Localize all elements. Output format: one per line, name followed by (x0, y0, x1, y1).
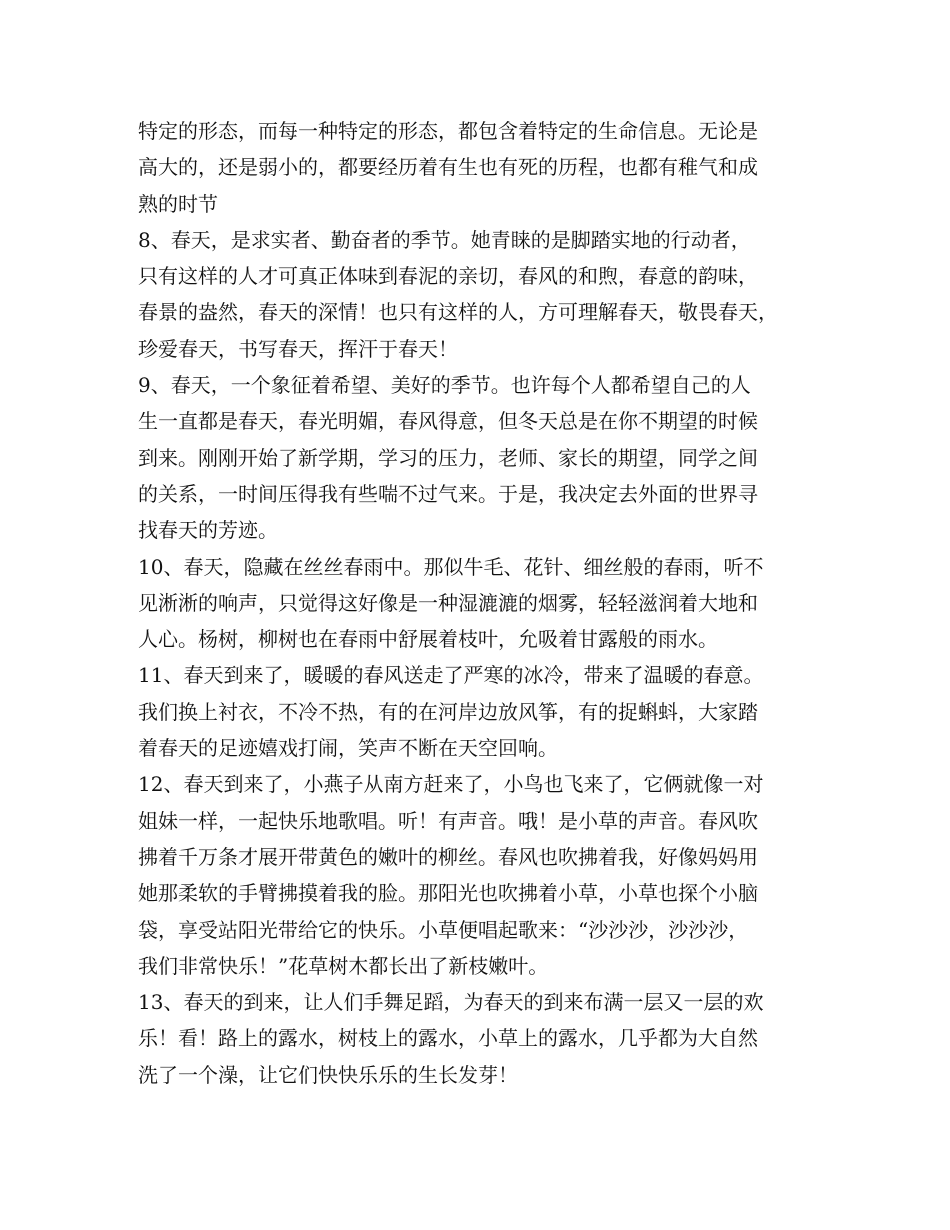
text-line: 找春天的芳迹。 (138, 518, 278, 543)
document-body (138, 113, 838, 1093)
text-line: 到来。刚刚开始了新学期，学习的压力，老师、家长的期望，同学之间 (138, 445, 758, 470)
text-line: 她那柔软的手臂拂摸着我的脸。那阳光也吹拂着小草，小草也探个小脑 (138, 881, 758, 906)
text-line: 人心。杨树，柳树也在春雨中舒展着枝叶，允吸着甘露般的雨水。 (138, 627, 718, 652)
text-line: 11、春天到来了，暖暖的春风送走了严寒的冰冷，带来了温暖的春意。 (138, 663, 764, 688)
text-line: 只有这样的人才可真正体味到春泥的亲切，春风的和煦，春意的韵味， (138, 264, 758, 289)
text-line: 拂着千万条才展开带黄色的嫩叶的柳丝。春风也吹拂着我，好像妈妈用 (138, 844, 758, 869)
text-line: 姐妹一样，一起快乐地歌唱。听！有声音。哦！是小草的声音。春风吹 (138, 808, 758, 833)
text-line: 特定的形态，而每一种特定的形态，都包含着特定的生命信息。无论是 (138, 119, 758, 143)
text-line: 12、春天到来了，小燕子从南方赶来了，小鸟也飞来了，它俩就像一对 (138, 772, 764, 797)
text-line: 的关系，一时间压得我有些喘不过气来。于是，我决定去外面的世界寻 (138, 481, 758, 506)
text-line: 熟的时节 (138, 191, 218, 216)
text-line: 我们换上衬衣，不冷不热，有的在河岸边放风筝，有的捉蝌蚪，大家踏 (138, 699, 758, 724)
text-line: 洗了一个澡，让它们快快乐乐的生长发芽！ (138, 1062, 518, 1087)
text-line: 我们非常快乐！”花草树木都长出了新枝嫩叶。 (138, 953, 549, 978)
text-line: 高大的，还是弱小的，都要经历着有生也有死的历程，也都有稚气和成 (138, 155, 758, 180)
text-line: 见淅淅的响声，只觉得这好像是一种湿漉漉的烟雾，轻轻滋润着大地和 (138, 590, 758, 615)
text-line: 生一直都是春天，春光明媚，春风得意，但冬天总是在你不期望的时候 (138, 409, 758, 434)
text-line: 9、春天，一个象征着希望、美好的季节。也许每个人都希望自己的人 (138, 373, 751, 398)
text-line: 春景的盎然，春天的深情！也只有这样的人，方可理解春天，敬畏春天， (138, 300, 778, 325)
text-line: 着春天的足迹嬉戏打闹，笑声不断在天空回响。 (138, 736, 558, 761)
text-line: 10、春天，隐藏在丝丝春雨中。那似牛毛、花针、细丝般的春雨，听不 (138, 554, 764, 579)
text-line: 乐！看！路上的露水，树枝上的露水，小草上的露水，几乎都为大自然 (138, 1026, 758, 1051)
text-line: 13、春天的到来，让人们手舞足蹈，为春天的到来布满一层又一层的欢 (138, 990, 764, 1015)
text-line: 珍爱春天，书写春天，挥汗于春天！ (138, 336, 458, 361)
text-line: 袋，享受站阳光带给它的快乐。小草便唱起歌来：“沙沙沙，沙沙沙， (138, 917, 749, 942)
text-line: 8、春天，是求实者、勤奋者的季节。她青睐的是脚踏实地的行动者， (138, 227, 751, 252)
